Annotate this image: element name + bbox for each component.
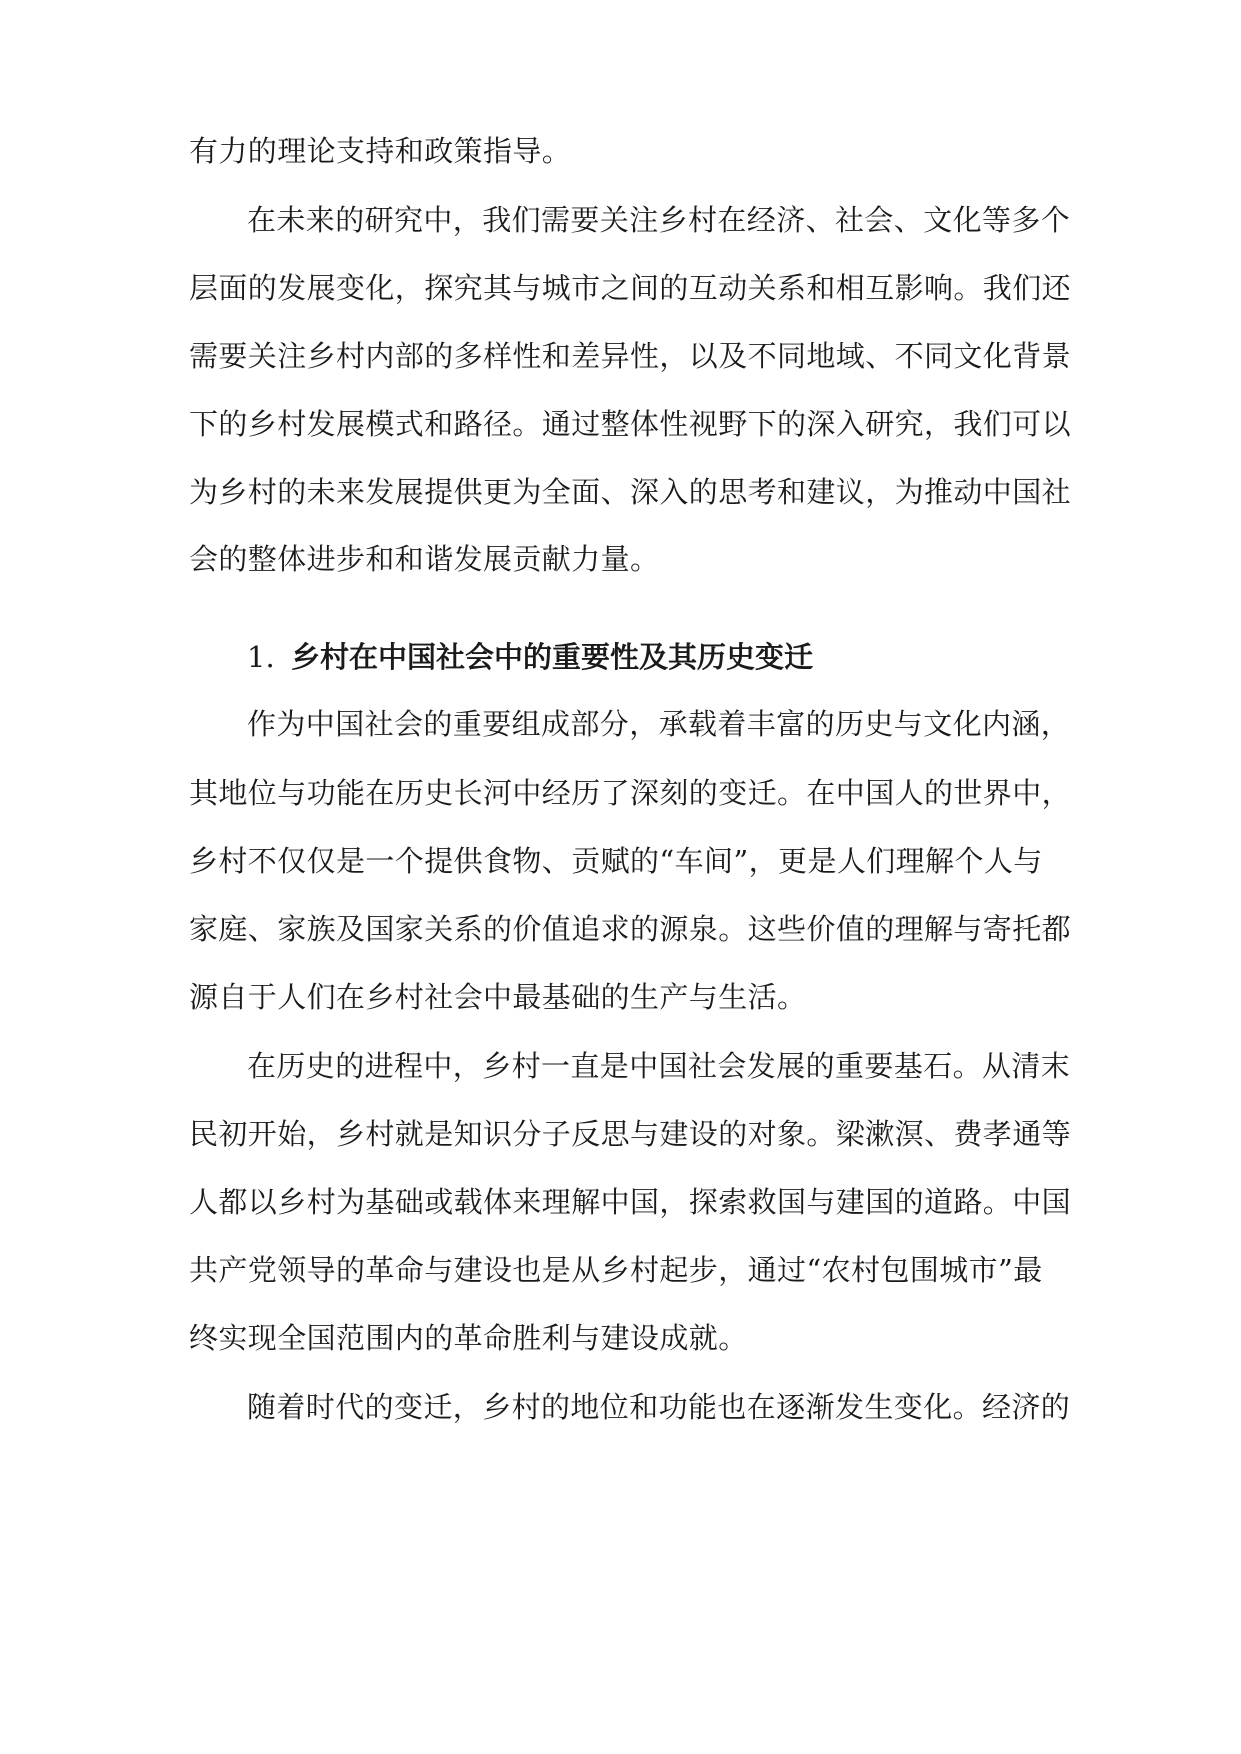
text-line: 终实现全国范围内的革命胜利与建设成就。 — [189, 1321, 748, 1355]
text-line: 源自于人们在乡村社会中最基础的生产与生活。 — [189, 980, 807, 1014]
text-line: 下的乡村发展模式和路径。通过整体性视野下的深入研究，我们可以 — [189, 407, 1072, 441]
text-line: 有力的理论支持和政策指导。 — [189, 134, 572, 168]
section-title: 乡村在中国社会中的重要性及其历史变迁 — [291, 640, 814, 674]
text-line: 民初开始，乡村就是知识分子反思与建设的对象。梁漱溟、费孝通等 — [189, 1117, 1072, 1151]
section-heading — [247, 637, 1067, 677]
text-line: 家庭、家族及国家关系的价值追求的源泉。这些价值的理解与寄托都 — [189, 912, 1072, 946]
section-number: 1. — [247, 640, 275, 674]
text-line: 乡村不仅仅是一个提供食物、贡赋的“车间”，更是人们理解个人与 — [189, 844, 1043, 878]
text-line: 需要关注乡村内部的多样性和差异性，以及不同地域、不同文化背景 — [189, 339, 1072, 373]
text-line: 作为中国社会的重要组成部分，承载着丰富的历史与文化内涵， — [247, 707, 1071, 741]
text-line: 为乡村的未来发展提供更为全面、深入的思考和建议，为推动中国社 — [189, 475, 1072, 509]
text-line: 随着时代的变迁，乡村的地位和功能也在逐渐发生变化。经济的 — [247, 1390, 1071, 1424]
text-line: 在历史的进程中，乡村一直是中国社会发展的重要基石。从清末 — [247, 1049, 1071, 1083]
text-line: 其地位与功能在历史长河中经历了深刻的变迁。在中国人的世界中， — [189, 776, 1072, 810]
text-line: 在未来的研究中，我们需要关注乡村在经济、社会、文化等多个 — [247, 203, 1071, 237]
text-line: 会的整体进步和和谐发展贡献力量。 — [189, 542, 660, 576]
text-line: 层面的发展变化，探究其与城市之间的互动关系和相互影响。我们还 — [189, 271, 1072, 305]
text-line: 共产党领导的革命与建设也是从乡村起步，通过“农村包围城市”最 — [189, 1253, 1043, 1287]
text-line: 人都以乡村为基础或载体来理解中国，探索救国与建国的道路。中国 — [189, 1185, 1072, 1219]
